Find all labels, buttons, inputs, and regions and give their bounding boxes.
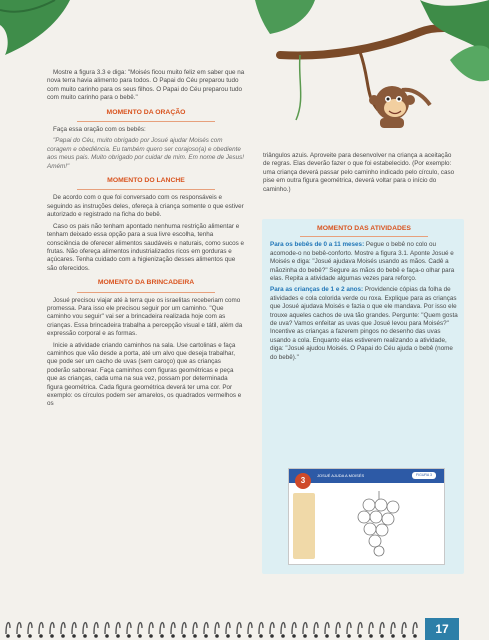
spiral-hole <box>270 634 274 638</box>
spiral-hole <box>61 634 65 638</box>
play-divider <box>77 292 215 293</box>
prayer-heading: MOMENTO DA ORAÇÃO <box>106 108 186 116</box>
spiral-ring <box>182 623 186 634</box>
kids-paragraph <box>270 286 458 362</box>
spiral-hole <box>248 634 252 638</box>
snack-heading: MOMENTO DO LANCHE <box>107 177 185 185</box>
spiral-ring <box>149 623 153 634</box>
spiral-hole <box>138 634 142 638</box>
thumbnail-pill: FIGURA 3 <box>412 472 436 479</box>
right-column-top <box>263 152 459 197</box>
spiral-hole <box>303 634 307 638</box>
spiral-hole <box>83 634 87 638</box>
spiral-ring <box>72 623 76 634</box>
spiral-ring <box>204 623 208 634</box>
spiral-hole <box>182 634 186 638</box>
spiral-hole <box>347 634 351 638</box>
spiral-ring <box>171 623 175 634</box>
spiral-ring <box>248 623 252 634</box>
spiral-ring <box>215 623 219 634</box>
thumbnail-title: JOSUÉ AJUDA A MOISÉS <box>289 469 444 483</box>
spiral-hole <box>237 634 241 638</box>
spiral-hole <box>369 634 373 638</box>
spiral-hole <box>127 634 131 638</box>
spiral-hole <box>105 634 109 638</box>
spiral-ring <box>259 623 263 634</box>
spiral-ring <box>402 623 406 634</box>
spiral-ring <box>347 623 351 634</box>
spiral-ring <box>17 623 21 634</box>
activity-sheet-thumbnail <box>288 468 445 565</box>
spiral-hole <box>292 634 296 638</box>
spiral-ring <box>28 623 32 634</box>
snack-paragraph-2: Caso os pais não tenham apontado nenhuma restrição alimentar e tenham deixado essa opção para a sua livre escolha, tenha consciência de oferecer alimentos saudáveis e naturais, como sucos e frutas. Não ofereça alimentos industrializados ricos em gorduras e açúcares. Tenha cuidado com a higienização desses alimentos que são oferecidos. <box>47 222 245 272</box>
babies-text: Pegue o bebê no colo ou acomode-o no bebê-conforto. Mostre a figura 3.1. Aponte Josué e Moisés e diga: "Josué ajudava Moisés usando as mãos. Cadê a mãozinha do bebê?" Segure as mãos do bebê e faça-o olhar para elas. Repita a atividade algumas vezes para reforço. <box>270 241 455 283</box>
spiral-ring <box>325 623 329 634</box>
monkey-icon <box>369 86 430 128</box>
play-paragraph-2: Inicie a atividade criando caminhos na sala. Use cartolinas e faça caminhos que vão desde a porta, até um alvo que deseja trabalhar, que pode ser um cacho de uvas (sem caroço) que as crianças poderão saborear. Faça caminhos com figuras geométricas e peça que as crianças, cada uma na sua vez, possam por determinada figura geométrica. Cada figura geométrica deverá ter uma cor. Por exemplo: os círculos podem ser amarelos, os quadrados vermelhos e os <box>47 341 242 408</box>
prayer-divider <box>77 121 215 122</box>
left-column <box>47 69 245 412</box>
spiral-hole <box>413 634 417 638</box>
spiral-hole <box>204 634 208 638</box>
spiral-hole <box>402 634 406 638</box>
spiral-ring <box>292 623 296 634</box>
spiral-ring <box>358 623 362 634</box>
spiral-ring <box>237 623 241 634</box>
spiral-ring <box>61 623 65 634</box>
spiral-ring <box>94 623 98 634</box>
page-number: 17 <box>425 618 459 640</box>
spiral-ring <box>369 623 373 634</box>
spiral-ring <box>281 623 285 634</box>
snack-paragraph-1: De acordo com o que foi conversado com os responsáveis e seguindo as instruções deles, ofereça à criança somente o que estiver autorizado e registrado na ficha do bebê. <box>47 194 244 219</box>
spiral-hole <box>193 634 197 638</box>
play-paragraph-1: Josué precisou viajar até à terra que os israelitas receberiam como promessa. Para isso ele precisou seguir por um caminho. "Que caminho vou seguir" vai ser a brincadeira realizada hoje com as crianças. Essa brincadeira trabalha a percepção visual e tátil, além da expressão corporal e as formas. <box>47 296 243 338</box>
grapes-icon <box>349 489 409 559</box>
spiral-hole <box>314 634 318 638</box>
spiral-ring <box>193 623 197 634</box>
spiral-hole <box>17 634 21 638</box>
spiral-ring <box>391 623 395 634</box>
spiral-hole <box>160 634 164 638</box>
spiral-hole <box>50 634 54 638</box>
spiral-ring <box>83 623 87 634</box>
spiral-hole <box>391 634 395 638</box>
spiral-ring <box>270 623 274 634</box>
spiral-hole <box>28 634 32 638</box>
spiral-ring <box>116 623 120 634</box>
continuation-paragraph: triângulos azuis. Aproveite para desenvolver na criança a aceitação de regras. Elas deverão fazer o que foi estabelecido. (Por exemplo: uma criança deverá passar pelo caminho indicado pelo círculo, caso pise em outra figura geométrica, deverá voltar para o início do caminho.) <box>263 152 455 193</box>
spiral-hole <box>281 634 285 638</box>
spiral-ring <box>314 623 318 634</box>
intro-paragraph: Mostre a figura 3.3 e diga: "Moisés ficou muito feliz em saber que na nova terra havia alimento para todos. O Papai do Céu preparou tudo com muito carinho para os seus filhos. O Papai do Céu preparou tudo com muito carinho para o bebê." <box>47 69 245 102</box>
spiral-ring <box>39 623 43 634</box>
spiral-hole <box>226 634 230 638</box>
spiral-ring <box>50 623 54 634</box>
spiral-hole <box>72 634 76 638</box>
spiral-hole <box>171 634 175 638</box>
thumbnail-sidebar <box>293 493 315 559</box>
spiral-hole <box>259 634 263 638</box>
spiral-hole <box>6 634 10 638</box>
spiral-hole <box>39 634 43 638</box>
kids-label: Para as crianças de 1 e 2 anos: <box>270 286 364 294</box>
spiral-ring <box>336 623 340 634</box>
spiral-ring <box>138 623 142 634</box>
spiral-hole <box>94 634 98 638</box>
snack-divider <box>77 189 215 190</box>
spiral-hole <box>336 634 340 638</box>
prayer-intro: Faça essa oração com os bebês: <box>53 126 146 134</box>
activities-divider <box>300 236 428 237</box>
thumbnail-badge: 3 <box>295 473 311 489</box>
spiral-ring <box>226 623 230 634</box>
spiral-hole <box>358 634 362 638</box>
activities-heading: MOMENTO DAS ATIVIDADES <box>317 225 411 232</box>
babies-paragraph <box>270 241 458 283</box>
play-heading: MOMENTO DA BRINCADEIRA <box>97 279 195 287</box>
spiral-binding <box>0 612 489 640</box>
spiral-hole <box>380 634 384 638</box>
spiral-hole <box>149 634 153 638</box>
prayer-text: "Papai do Céu, muito obrigado por Josué ajudar Moisés com coragem e obediência. Eu também quero ser corajoso(a) e obediente aos meus pais. Muito obrigado por cuidar de mim. Em nome de Jesus! Amém!" <box>47 137 245 170</box>
babies-label: Para os bebês de 0 a 11 meses: <box>270 241 365 249</box>
kids-text: Providencie cópias da folha de atividades e cola colorida verde ou roxa. Explique para as crianças que Josué ajudava Moisés e fazia o que ele mandava. Por isso ele trouxe aqueles cachos de uva tão grandes. Pergunte: "Quem gosta de uva? Vamos enfeitar as uvas que Josué levou para Moisés?" Incentive as crianças a fazerem pingos no desenho das uvas usando a cola. Enquanto elas estiverem realizando a atividade, diga: "Josué ajudou Moisés. O Papai do Céu ajuda o bebê (nome do bebê)." <box>270 286 458 361</box>
spiral-hole <box>215 634 219 638</box>
spiral-ring <box>303 623 307 634</box>
spiral-ring <box>380 623 384 634</box>
spiral-hole <box>116 634 120 638</box>
spiral-hole <box>325 634 329 638</box>
spiral-ring <box>105 623 109 634</box>
spiral-ring <box>160 623 164 634</box>
spiral-ring <box>127 623 131 634</box>
spiral-ring <box>413 623 417 634</box>
spiral-ring <box>6 623 10 634</box>
